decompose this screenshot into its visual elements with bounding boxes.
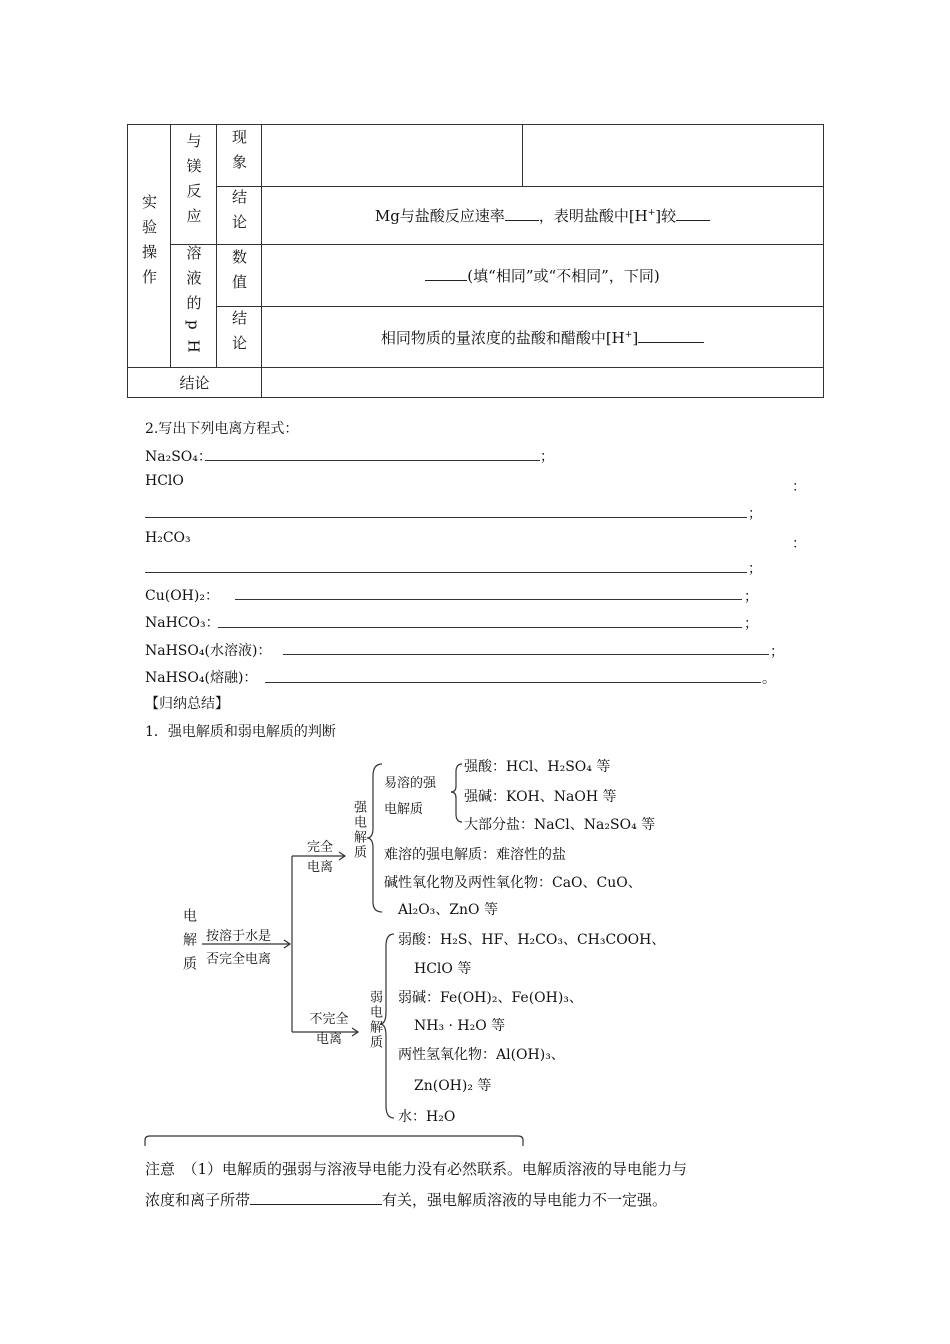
summary-heading: 【归纳总结】: [145, 696, 229, 712]
branch-full: 完全电离: [307, 840, 334, 875]
weak-base-2: NH₃ · H₂O 等: [414, 1018, 506, 1034]
eq-h2co3: H₂CO₃: [145, 530, 191, 546]
soluble-strong-1: 易溶的强: [384, 776, 437, 791]
conclusion-label: 结论: [230, 188, 248, 239]
summary-title: 1．强电解质和弱电解质的判断: [145, 724, 336, 740]
mg-reaction-label: 与镁反应: [184, 132, 203, 233]
amph-2: Zn(OH)₂ 等: [414, 1078, 492, 1094]
branch-partial: 不完全电离: [309, 1012, 349, 1047]
note-line2: 浓度和离子所带 有关，强电解质溶液的导电能力不一定强。: [145, 1191, 668, 1209]
eq-nahso4-melt: NaHSO₄(熔融)：: [145, 670, 258, 686]
eq-na2so4: Na₂SO₄：: [145, 449, 212, 465]
edge-bottom: 否完全电离: [206, 952, 272, 967]
amph-1: 两性氢氧化物：Al(OH)₃、: [398, 1047, 565, 1063]
row-header: 实验操作: [140, 193, 158, 294]
strong-label: 强电解质: [351, 800, 366, 860]
final-conclusion-label-cell: 结论: [128, 367, 262, 397]
ph-value: (填“相同”或“不相同”，下同): [262, 245, 824, 307]
most-salts: 大部分盐：NaCl、Na₂SO₄ 等: [464, 817, 656, 833]
oxides-2: Al₂O₃、ZnO 等: [398, 902, 498, 918]
note-line1: 注意 （1）电解质的强弱与溶液导电能力没有必然联系。电解质溶液的导电能力与: [145, 1160, 688, 1178]
conclusion2-label: 结论: [230, 310, 248, 361]
strong-acid: 强酸：HCl、H₂SO₄ 等: [464, 759, 611, 775]
weak-base-1: 弱碱：Fe(OH)₂、Fe(OH)₃、: [398, 990, 583, 1006]
water: 水：H₂O: [398, 1109, 456, 1125]
insoluble-strong: 难溶的强电解质：难溶性的盐: [384, 847, 566, 863]
edge-top: 按溶于水是: [206, 929, 272, 944]
section2-title: 2.写出下列电离方程式：: [145, 421, 299, 437]
phenomenon-label: 现象: [230, 128, 248, 179]
root-label: 电解质: [181, 908, 197, 980]
weak-acid-2: HClO 等: [414, 961, 472, 977]
value-label: 数值: [230, 248, 248, 299]
oxides-1: 碱性氧化物及两性氧化物：CaO、CuO、: [384, 875, 642, 891]
ph-label: 溶液的pH: [184, 245, 203, 363]
eq-nahco3: NaHCO₃：: [145, 615, 220, 631]
weak-acid-1: 弱酸：H₂S、HF、H₂CO₃、CH₃COOH、: [398, 932, 666, 948]
eq-hclo: HClO: [145, 473, 184, 489]
strong-base: 强碱：KOH、NaOH 等: [464, 789, 617, 805]
mg-conclusion: Mg与盐酸反应速率 ，表明盐酸中[H+]较: [262, 187, 824, 245]
weak-label: 弱电解质: [367, 990, 382, 1050]
ph-conclusion: 相同物质的量浓度的盐酸和醋酸中[H+]: [262, 307, 824, 367]
soluble-strong-2: 电解质: [384, 802, 424, 817]
eq-cuoh2: Cu(OH)₂：: [145, 588, 219, 604]
eq-nahso4-aq: NaHSO₄(水溶液)：: [145, 643, 272, 659]
